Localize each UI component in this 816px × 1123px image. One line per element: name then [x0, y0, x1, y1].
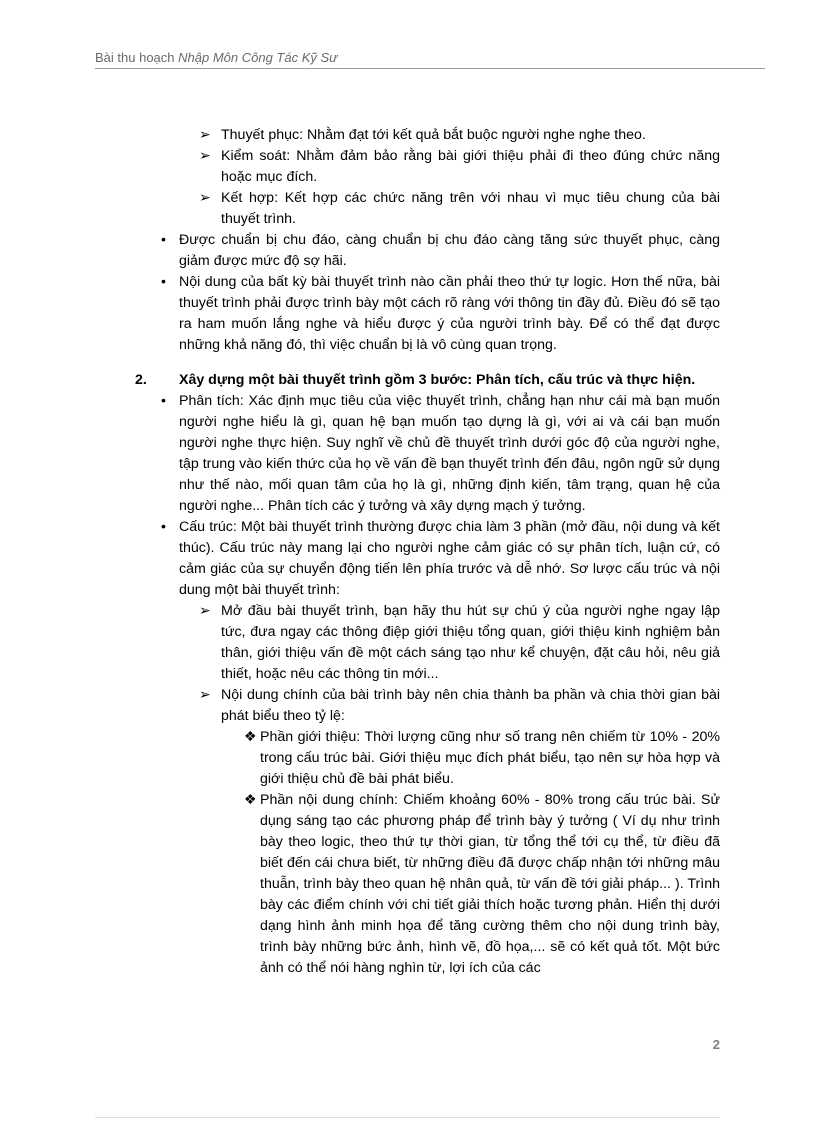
bullet-icon: • — [161, 519, 166, 535]
page-header — [95, 50, 765, 69]
section-heading — [95, 370, 720, 391]
page-bottom-rule — [95, 1117, 720, 1118]
bullet-icon: • — [161, 232, 166, 248]
list-item-text: Phần nội dung chính: Chiếm khoảng 60% - 80% trong cấu trúc bài. Sử dụng sáng tạo các phương pháp để trình bày ý tưởng ( Ví dụ như trình bày theo logic, theo thứ tự thời gian, từ tổng thể tới cụ thể, từ điều đã biết đến cái chưa biết, từ những điều đã được chấp nhận tới những mâu thuẫn, trình bày theo quan hệ nhân quả, từ vấn đề tới giải pháp... ). Trình bày các điểm chính với chi tiết giải thích hoặc tương phản. Hiển thị dưới dạng hình ảnh minh họa để tăng cường thêm cho nội dung trình bày, trình bày những bức ảnh, hình vẽ, đồ họa,... sẽ có kết quả tốt. Một bức ảnh có thể nói hàng nghìn từ, lợi ích của các — [260, 792, 720, 976]
section-heading-text: Xây dựng một bài thuyết trình gồm 3 bước: Phân tích, cấu trúc và thực hiện. — [179, 372, 696, 388]
arrow-icon: ➢ — [199, 127, 211, 143]
header-course-title: Nhập Môn Công Tác Kỹ Sư — [178, 50, 338, 65]
bullet-icon: • — [161, 274, 166, 290]
list-item-text: Nội dung chính của bài trình bày nên chia thành ba phần và chia thời gian bài phát biểu theo tỷ lệ: — [221, 687, 720, 724]
list-item — [95, 391, 720, 517]
list-item — [95, 685, 720, 727]
arrow-icon: ➢ — [199, 603, 211, 619]
list-item — [95, 790, 720, 979]
diamond-icon: ❖ — [244, 729, 257, 745]
list-item — [95, 272, 720, 356]
section-gap — [95, 356, 720, 370]
section-number: 2. — [135, 372, 147, 388]
list-item — [95, 146, 720, 188]
list-item-text: Thuyết phục: Nhằm đạt tới kết quả bắt buộc người nghe nghe theo. — [221, 127, 646, 143]
list-item — [95, 601, 720, 685]
arrow-icon: ➢ — [199, 148, 211, 164]
list-item — [95, 188, 720, 230]
list-item-text: Kiểm soát: Nhằm đảm bảo rằng bài giới thiệu phải đi theo đúng chức năng hoặc mục đích. — [221, 148, 720, 185]
list-item — [95, 230, 720, 272]
arrow-icon: ➢ — [199, 190, 211, 206]
arrow-icon: ➢ — [199, 687, 211, 703]
header-prefix: Bài thu hoạch — [95, 50, 179, 65]
list-item-text: Mở đầu bài thuyết trình, bạn hãy thu hút sự chú ý của người nghe ngay lập tức, đưa ngay các thông điệp giới thiệu tổng quan, giới thiệu kinh nghiệm bản thân, giới thiệu vấn đề một cách sáng tạo như kể chuyện, đặt câu hỏi, nêu giả thiết, hoặc nêu các thông tin mới... — [221, 603, 720, 682]
document-body — [95, 125, 720, 979]
list-item-text: Kết hợp: Kết hợp các chức năng trên với nhau vì mục tiêu chung của bài thuyết trình. — [221, 190, 720, 227]
bullet-icon: • — [161, 393, 166, 409]
list-item — [95, 517, 720, 601]
list-item-text: Cấu trúc: Một bài thuyết trình thường được chia làm 3 phần (mở đầu, nội dung và kết thúc). Cấu trúc này mang lại cho người nghe cảm giác có sự phân tích, luận cứ, có cảm giác của sự chuyển động tiến lên phía trước và dễ nhớ. Sơ lược cấu trúc và nội dung một bài thuyết trình: — [179, 519, 720, 598]
page-number: 2 — [712, 1037, 720, 1052]
list-item-text: Nội dung của bất kỳ bài thuyết trình nào cần phải theo thứ tự logic. Hơn thế nữa, bài thuyết trình phải được trình bày một cách rõ ràng với thông tin đầy đủ. Điều đó sẽ tạo ra ham muốn lắng nghe và hiểu được ý của người trình bày. Để có thể đạt được những khả năng đó, thì việc chuẩn bị là vô cùng quan trọng. — [179, 274, 720, 353]
list-item-text: Phần giới thiệu: Thời lượng cũng như số trang nên chiếm từ 10% - 20% trong cấu trúc bài. Giới thiệu mục đích phát biểu, tạo nên sự hòa hợp và giới thiệu chủ đề bài phát biểu. — [260, 729, 720, 787]
diamond-icon: ❖ — [244, 792, 257, 808]
list-item — [95, 125, 720, 146]
list-item-text: Phân tích: Xác định mục tiêu của việc thuyết trình, chẳng hạn như cái mà bạn muốn người nghe hiểu là gì, quan hệ bạn muốn tạo dựng là gì, với ai và cái bạn muốn người nghe thực hiện. Suy nghĩ về chủ đề thuyết trình dưới góc độ của người nghe, tập trung vào kiến thức của họ về vấn đề bạn thuyết trình đến đâu, ngôn ngữ sử dụng như thế nào, mối quan tâm của họ là gì, những định kiến, tâm trạng, quan hệ của người nghe... Phân tích các ý tưởng và xây dựng mạch ý tưởng. — [179, 393, 720, 514]
list-item-text: Được chuẩn bị chu đáo, càng chuẩn bị chu đáo càng tăng sức thuyết phục, càng giảm được mức độ sợ hãi. — [179, 232, 720, 269]
list-item — [95, 727, 720, 790]
